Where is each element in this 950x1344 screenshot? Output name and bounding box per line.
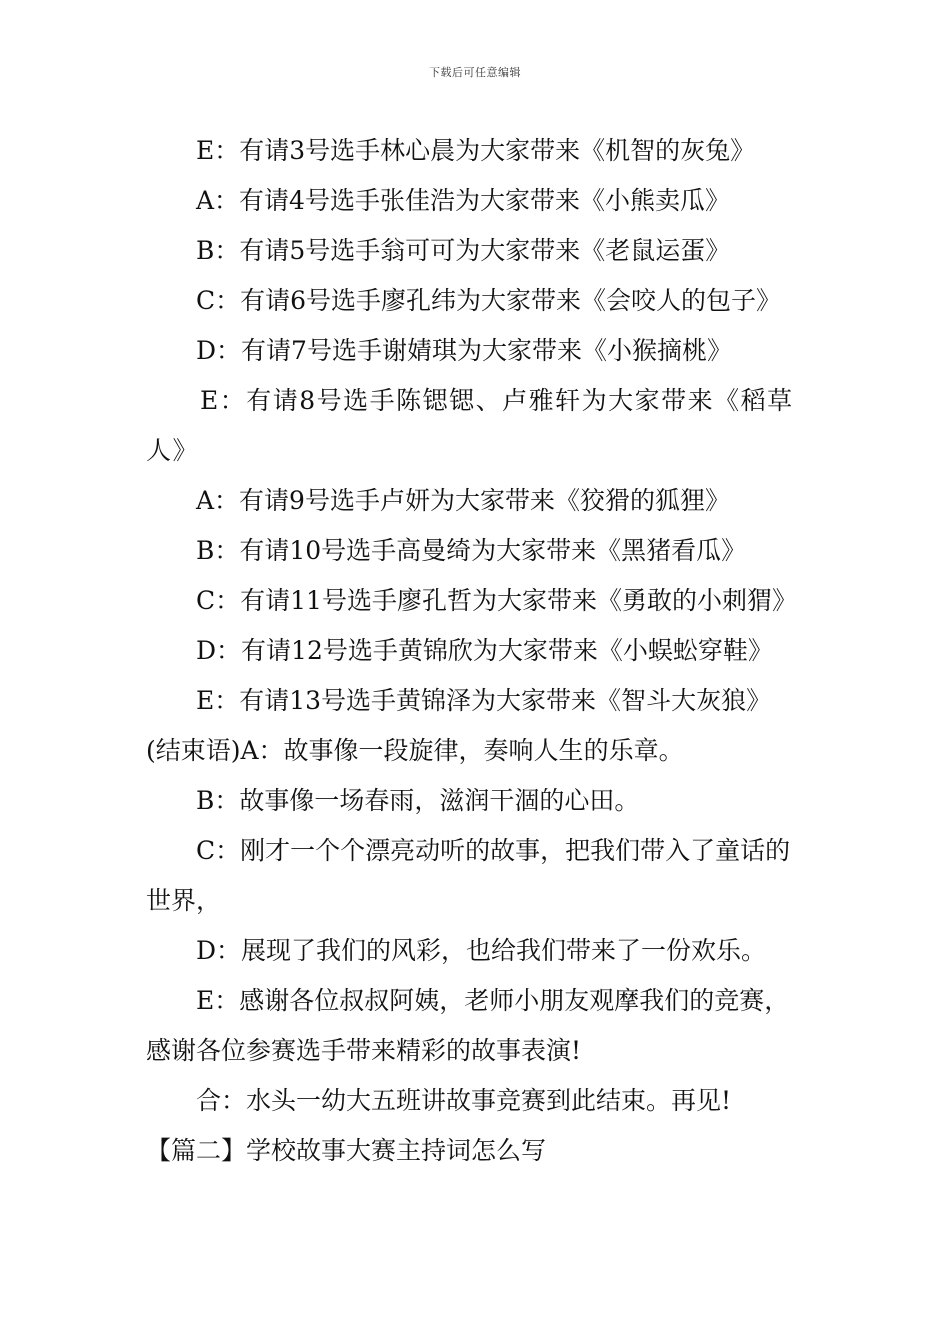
paragraph-14: C：刚才一个个漂亮动听的故事，把我们带入了童话的世界， [146,836,791,915]
paragraph-7: A：有请9号选手卢妍为大家带来《狡猾的狐狸》 [196,486,730,515]
document-body [146,126,810,1176]
section-heading: 【篇二】学校故事大赛主持词怎么写 [146,1136,547,1165]
paragraph-12: (结束语)A：故事像一段旋律，奏响人生的乐章。 [146,736,684,765]
paragraph-11: E：有请13号选手黄锦泽为大家带来《智斗大灰狼》 [196,686,772,715]
paragraph-9: C：有请11号选手廖孔哲为大家带来《勇敢的小刺猬》 [196,586,797,615]
paragraph-2: A：有请4号选手张佳浩为大家带来《小熊卖瓜》 [196,186,730,215]
paragraph-4: C：有请6号选手廖孔纬为大家带来《会咬人的包子》 [196,286,782,315]
header-note: 下载后可任意编辑 [429,66,521,79]
paragraph-6: E：有请8号选手陈锶锶、卢雅轩为大家带来《稻草人》 [146,386,794,465]
paragraph-1: E：有请3号选手林心晨为大家带来《机智的灰兔》 [196,136,756,165]
paragraph-8: B：有请10号选手高曼绮为大家带来《黑猪看瓜》 [196,536,747,565]
paragraph-17: 合：水头一幼大五班讲故事竞赛到此结束。再见! [196,1086,732,1115]
paragraph-13: B：故事像一场春雨，滋润干涸的心田。 [196,786,640,815]
paragraph-16: E：感谢各位叔叔阿姨，老师小朋友观摩我们的竞赛，感谢各位参赛选手带来精彩的故事表演! [146,986,790,1065]
paragraph-5: D：有请7号选手谢婧琪为大家带来《小猴摘桃》 [196,336,732,365]
paragraph-15: D：展现了我们的风彩，也给我们带来了一份欢乐。 [196,936,767,965]
paragraph-3: B：有请5号选手翁可可为大家带来《老鼠运蛋》 [196,236,731,265]
paragraph-10: D：有请12号选手黄锦欣为大家带来《小蜈蚣穿鞋》 [196,636,773,665]
